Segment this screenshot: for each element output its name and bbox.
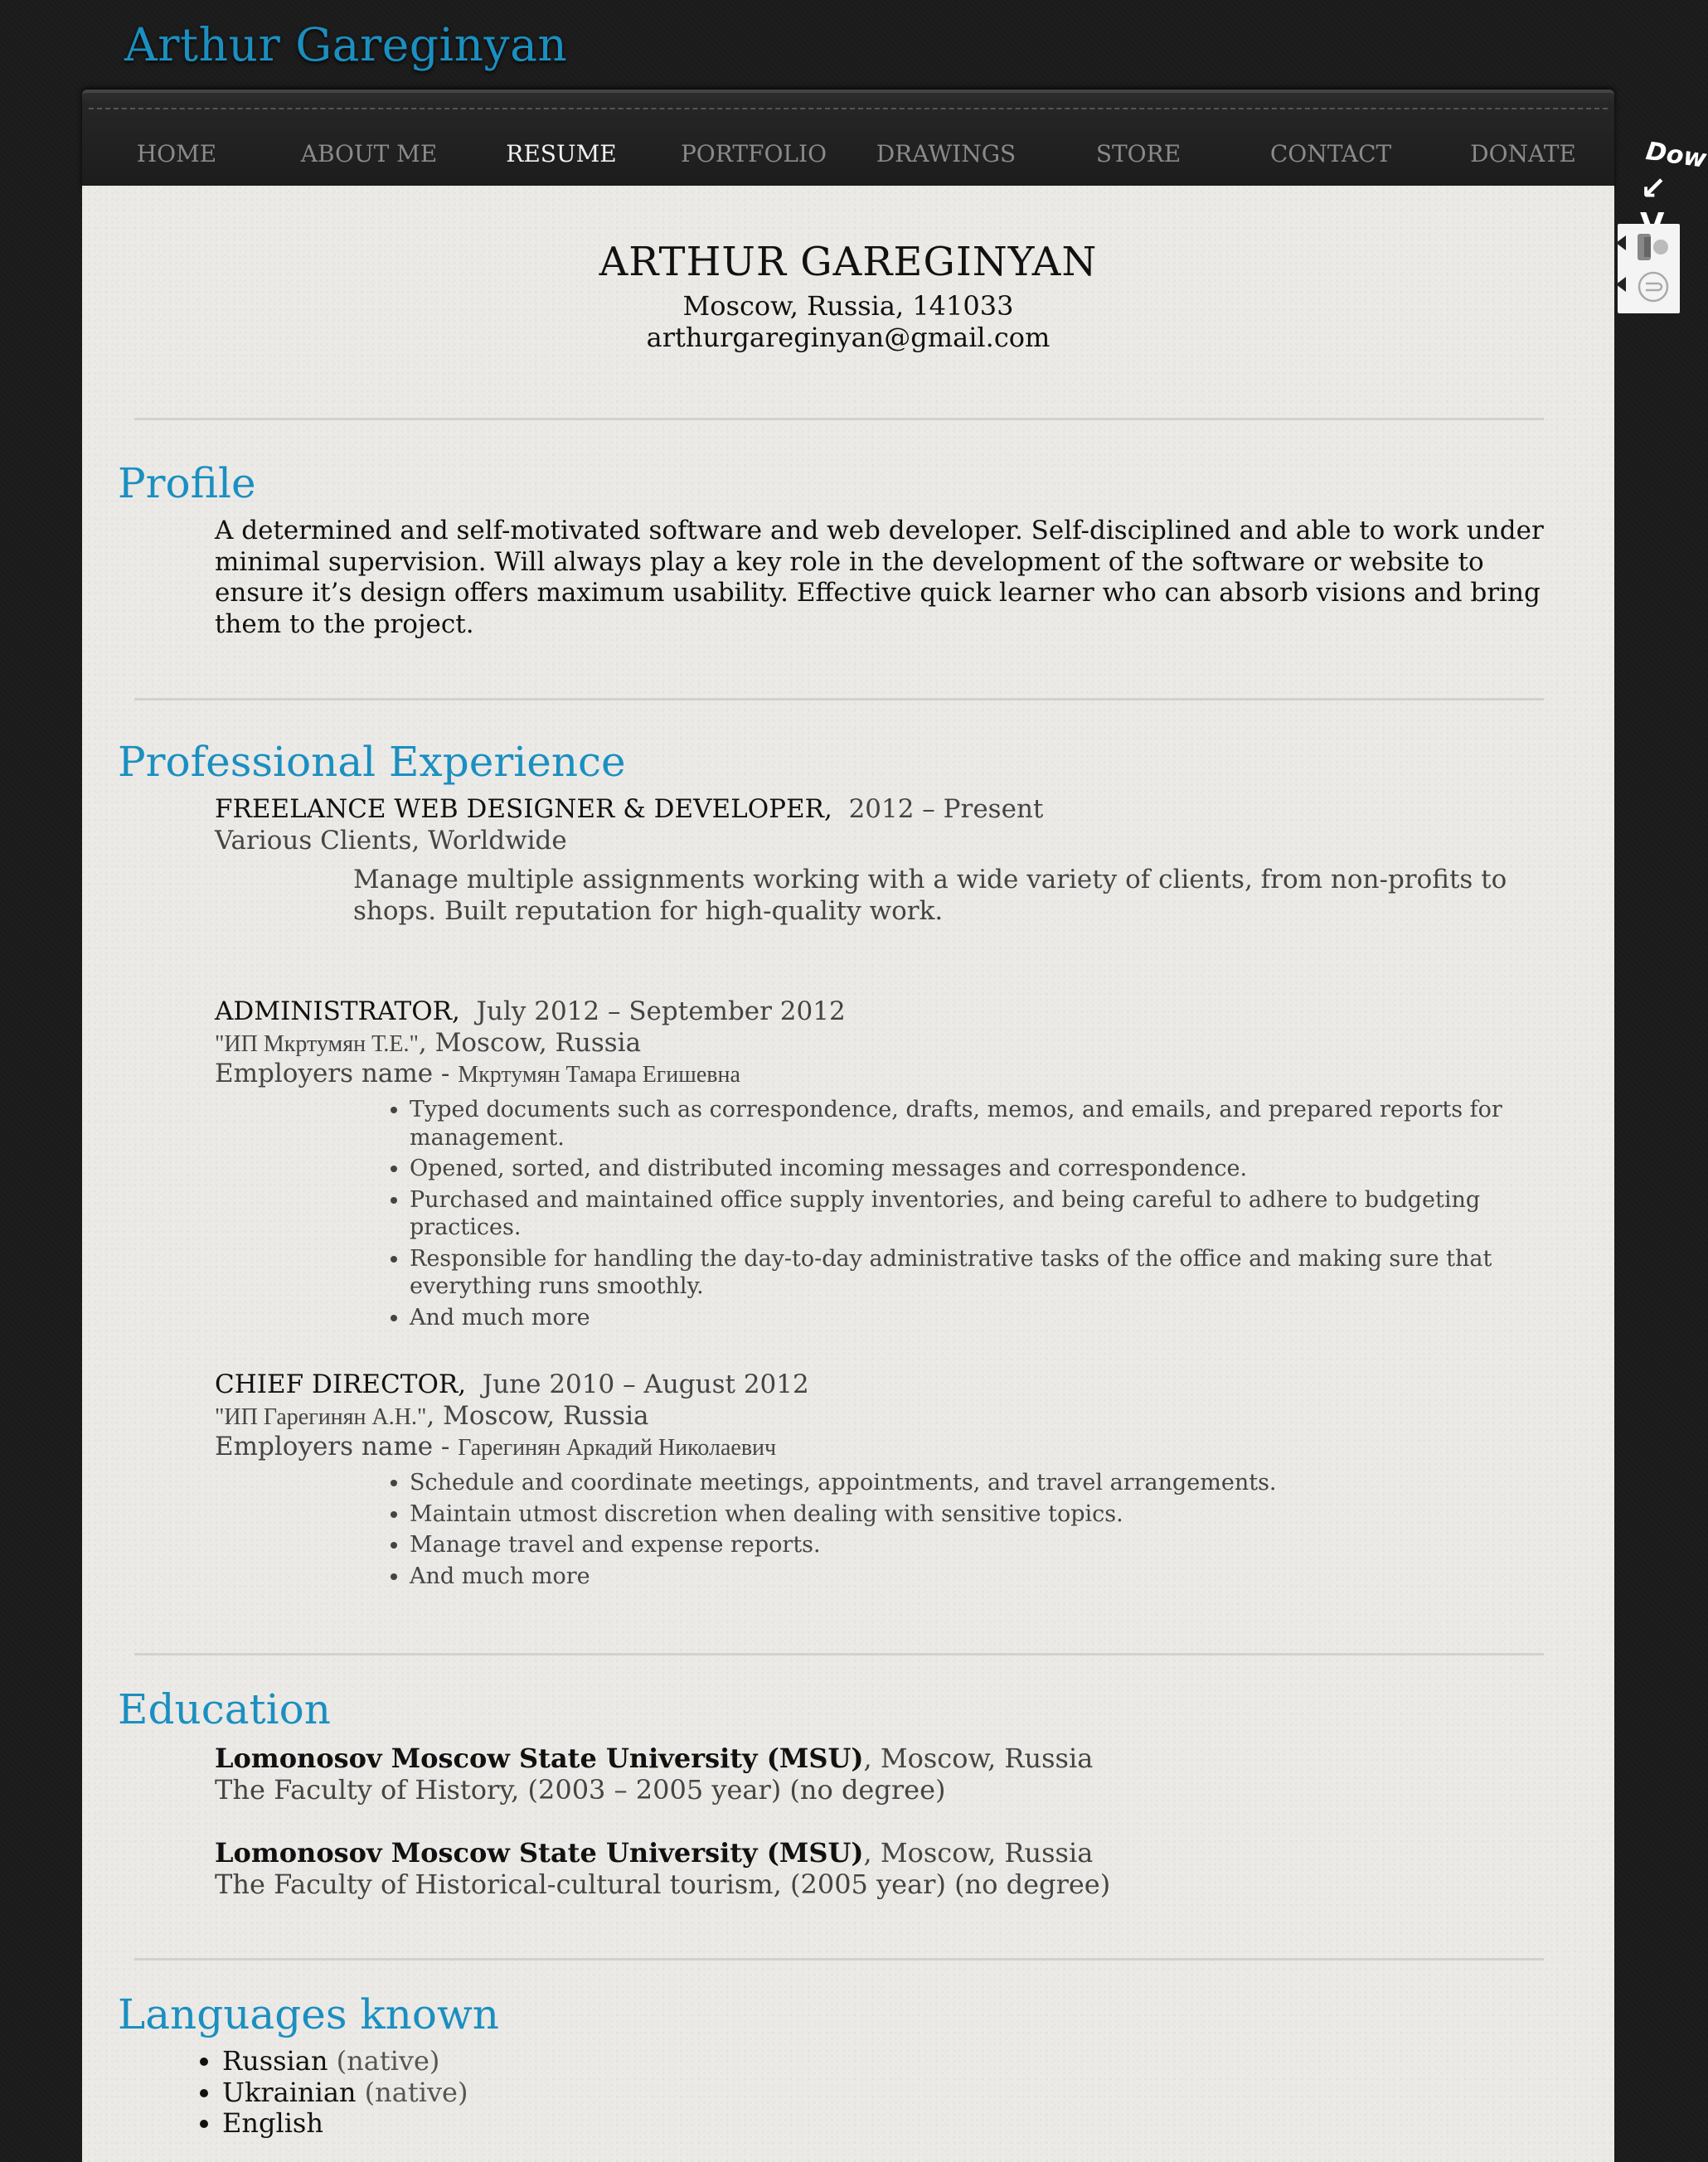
nav-item-about-me[interactable]: ABOUT ME <box>300 140 438 167</box>
section-divider <box>134 698 1544 700</box>
nav-item-donate[interactable]: DONATE <box>1470 140 1576 167</box>
employer-name: Мкртумян Тамара Егишевна <box>458 1062 740 1088</box>
section-divider <box>134 1958 1544 1961</box>
job-title-text: FREELANCE WEB DESIGNER & DEVELOPER <box>215 794 824 824</box>
nav-item-store[interactable]: STORE <box>1095 140 1182 167</box>
duties-list <box>386 1096 1587 1335</box>
profile-text: A determined and self-motivated software and web developer. Self-disciplined and able to work under minimal supervision. Will always play a key role in the development of the software or website to ensure it’s design offers maximum usability. Effective quick learner who can absorb visions and bring them to the project. <box>215 516 1544 639</box>
vk-share-icon[interactable] <box>1634 230 1672 264</box>
resume-email[interactable]: arthurgareginyan@gmail.com <box>646 322 1051 353</box>
job-company <box>215 1401 649 1431</box>
language-item <box>222 2077 468 2109</box>
language-item <box>222 2046 468 2077</box>
duties-list <box>386 1469 1587 1593</box>
school-location: , Moscow, Russia <box>863 1743 1094 1774</box>
language-name: Ukrainian <box>222 2076 357 2108</box>
school-location: , Moscow, Russia <box>863 1837 1094 1869</box>
language-name: Russian <box>222 2045 328 2077</box>
profile-heading: Profile <box>118 459 256 507</box>
languages-heading: Languages known <box>118 1990 499 2038</box>
nav-list <box>82 116 1614 189</box>
education-school <box>215 1743 1093 1774</box>
education-detail: The Faculty of History, (2003 – 2005 year) (no degree) <box>215 1774 946 1806</box>
download-arrow: ↙ <box>1640 170 1667 206</box>
mail-ru-icon[interactable] <box>1634 270 1672 303</box>
education-detail: The Faculty of Historical-cultural tourism, (2005 year) (no degree) <box>215 1869 1111 1900</box>
list-item: • Manage travel and expense reports. <box>410 1531 1587 1559</box>
company-name: "ИП Гарегинян А.Н." <box>215 1404 427 1430</box>
list-item: • Maintain utmost discretion when dealing with sensitive topics. <box>410 1500 1587 1529</box>
job-employer <box>215 1432 776 1462</box>
job-title-chief-director: CHIEF DIRECTOR, June 2010 – August 2012 <box>215 1369 809 1399</box>
list-item: • Opened, sorted, and distributed incoming messages and correspondence. <box>410 1155 1587 1183</box>
job-company <box>215 1028 641 1058</box>
job-title-text: CHIEF DIRECTOR <box>215 1369 459 1399</box>
job-title-administrator: ADMINISTRATOR, July 2012 – September 2012 <box>215 996 846 1026</box>
experience-heading: Professional Experience <box>118 738 626 786</box>
employer-name: Гарегинян Аркадий Николаевич <box>458 1435 777 1461</box>
language-item <box>222 2108 468 2140</box>
widget-arrow-icon <box>1616 235 1626 250</box>
list-item: • Typed documents such as correspondence, drafts, memos, and emails, and prepared reports for management. <box>410 1096 1587 1151</box>
section-divider <box>134 418 1544 420</box>
list-item: • And much more <box>410 1304 1587 1332</box>
education-school <box>215 1837 1093 1869</box>
site-title[interactable]: Arthur Gareginyan <box>124 18 568 71</box>
school-name: Lomonosov Moscow State University (MSU) <box>215 1743 864 1774</box>
job-employer <box>215 1059 740 1088</box>
list-item: • And much more <box>410 1563 1587 1591</box>
nav-item-contact[interactable]: CONTACT <box>1269 140 1392 167</box>
resume-name: ARTHUR GAREGINYAN <box>599 239 1098 285</box>
education-heading: Education <box>118 1685 331 1733</box>
school-name: Lomonosov Moscow State University (MSU) <box>215 1837 864 1869</box>
job-dates: June 2010 – August 2012 <box>482 1369 809 1399</box>
languages-list <box>197 2046 468 2140</box>
job-description: Manage multiple assignments working with a wide variety of clients, from non-profits to shops. Built reputation for high-quality work. <box>353 865 1507 926</box>
language-note: (native) <box>336 2045 440 2077</box>
company-location: , Moscow, Russia <box>426 1401 649 1431</box>
list-item: • Responsible for handling the day-to-day administrative tasks of the office and making sure that everything runs smoothly. <box>410 1245 1587 1301</box>
side-widget <box>1618 224 1680 313</box>
resume-address: Moscow, Russia, 141033 <box>682 290 1014 322</box>
language-name: English <box>222 2107 323 2139</box>
nav-item-portfolio[interactable]: PORTFOLIO <box>680 140 827 167</box>
download-note: Dow <box>1643 137 1708 174</box>
language-note: (native) <box>364 2076 468 2108</box>
nav-item-drawings[interactable]: DRAWINGS <box>876 140 1017 167</box>
main-navbar <box>82 90 1614 189</box>
company-name: "ИП Мкртумян Т.Е." <box>215 1031 419 1057</box>
job-title-text: ADMINISTRATOR <box>215 996 452 1026</box>
nav-item-home[interactable]: HOME <box>136 140 217 167</box>
list-item: • Purchased and maintained office supply inventories, and being careful to adhere to budgeting practices. <box>410 1186 1587 1242</box>
job-dates: July 2012 – September 2012 <box>476 996 846 1026</box>
employer-label: Employers name - <box>215 1059 450 1088</box>
job-title-freelance: FREELANCE WEB DESIGNER & DEVELOPER, 2012 – Present <box>215 794 1044 824</box>
nav-item-resume[interactable]: RESUME <box>467 116 656 189</box>
job-dates: 2012 – Present <box>848 794 1044 824</box>
list-item: • Schedule and coordinate meetings, appointments, and travel arrangements. <box>410 1469 1587 1497</box>
widget-arrow-icon <box>1616 277 1626 292</box>
employer-label: Employers name - <box>215 1432 450 1462</box>
section-divider <box>134 1653 1544 1655</box>
job-company: Various Clients, Worldwide <box>215 826 567 856</box>
company-location: , Moscow, Russia <box>418 1028 642 1058</box>
